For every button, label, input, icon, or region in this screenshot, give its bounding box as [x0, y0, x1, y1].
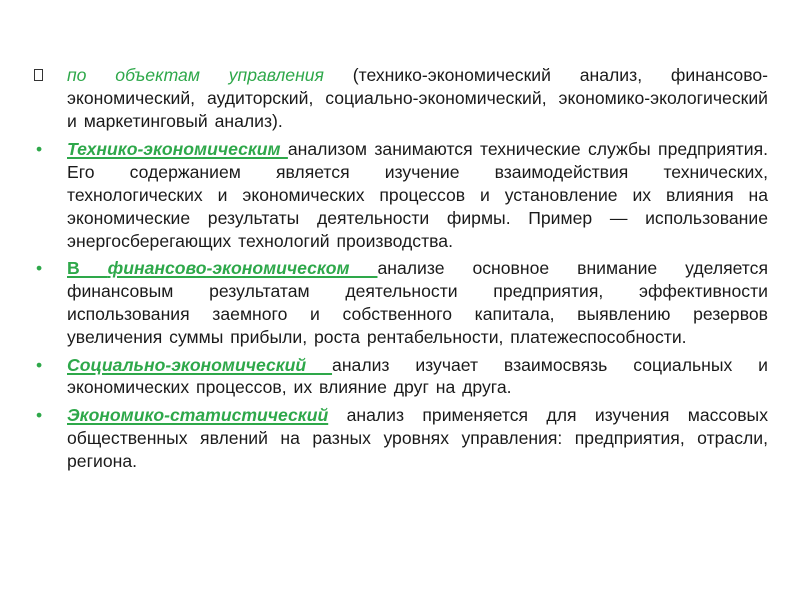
- bullet-text: анализом занимаются технические службы предприятия. Его содержанием является изучение взаимодействия технических, технологических и экономических процессов и установление их влияния на экономические результаты деятельности фирмы. Пример — использование энергосберегающих технологий производства.: [67, 139, 768, 251]
- intro-label: по объектам управления: [67, 65, 324, 85]
- bullet-marker: •: [36, 354, 43, 375]
- bullet-item-social: [34, 354, 768, 400]
- intro-item: [34, 64, 768, 132]
- bullet-marker: •: [36, 258, 43, 279]
- bullet-text: анализе основное внимание уделяется финансовым результатам деятельности предприятия, эффективности использования заемного и собственного капитала, выявлению резервов увеличения суммы прибыли, роста рентабельности, платежеспособности.: [67, 258, 768, 347]
- bullet-prefix: В: [67, 258, 108, 279]
- bullet-term: финансово-экономическом: [107, 258, 378, 279]
- bullet-text: анализ применяется для изучения массовых общественных явлений на разных уровнях управления: предприятия, отрасли, региона.: [67, 405, 768, 471]
- bullet-marker: •: [36, 405, 43, 426]
- bullet-term: Экономико-статистический: [67, 405, 329, 426]
- missing-glyph-icon: [34, 69, 43, 81]
- slide-content: [34, 64, 768, 478]
- bullet-item-financial: [34, 257, 768, 348]
- bullet-item-technical: [34, 138, 768, 252]
- bullet-item-statistical: [34, 404, 768, 472]
- intro-text: (технико-экономический анализ, финансово-экономический, аудиторский, социально-экономический, экономико-экологический и маркетинговый анализ).: [67, 65, 768, 131]
- bullet-marker: •: [36, 139, 43, 160]
- bullet-text: анализ изучает взаимосвязь социальных и экономических процессов, их влияние друг на друга.: [67, 354, 768, 398]
- bullet-term: Социально-экономический: [67, 354, 333, 375]
- bullet-term: Технико-экономическим: [67, 139, 288, 160]
